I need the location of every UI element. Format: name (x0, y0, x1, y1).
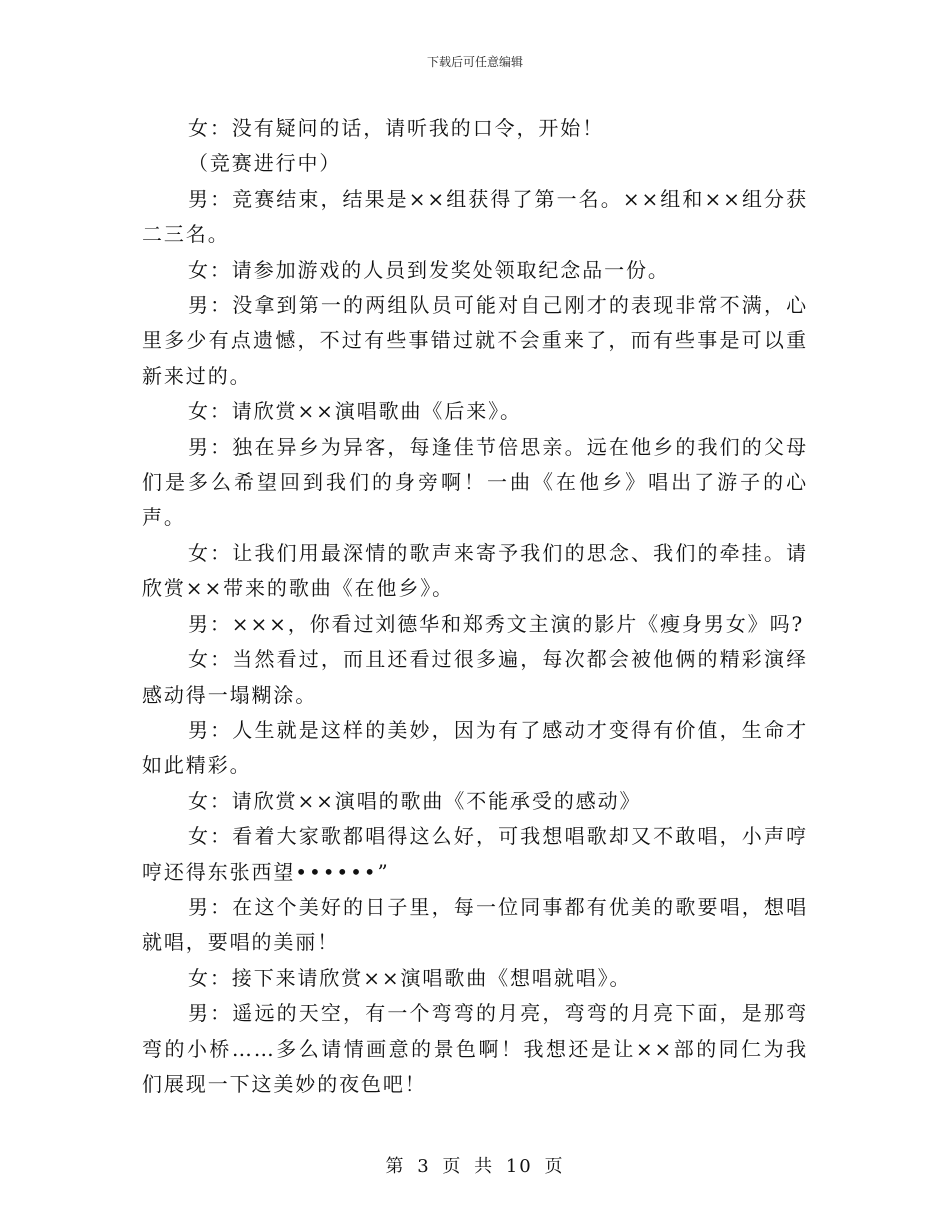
paragraph: 男：遥远的天空，有一个弯弯的月亮，弯弯的月亮下面，是那弯弯的小桥……多么请情画意的景色啊！我想还是让××部的同仁为我们展现一下这美妙的夜色吧！ (142, 1001, 808, 1096)
page-header: 下载后可任意编辑 (426, 55, 523, 69)
paragraph: 女：没有疑问的话，请听我的口令，开始！ (188, 116, 605, 140)
paragraph: 男：人生就是这样的美妙，因为有了感动才变得有价值，生命才如此精彩。 (142, 717, 808, 778)
paragraph: 女：看着大家歌都唱得这么好，可我想唱歌却又不敢唱，小声哼哼还得东张西望••••••” (142, 824, 808, 884)
paragraph: 男：在这个美好的日子里，每一位同事都有优美的歌要唱，想唱就唱，要唱的美丽！ (142, 894, 808, 955)
document-body (142, 111, 808, 1102)
paragraph: 男：×××，你看过刘德华和郑秀文主演的影片《瘦身男女》吗? (188, 611, 805, 636)
paragraph: 女：请欣赏××演唱歌曲《后来》。 (188, 399, 522, 424)
paragraph: （竞赛进行中） (188, 151, 342, 176)
paragraph: 女：接下来请欣赏××演唱歌曲《想唱就唱》。 (188, 965, 632, 990)
paragraph: 男：竞赛结束，结果是××组获得了第一名。××组和××组分获二三名。 (142, 186, 808, 247)
paragraph: 女：让我们用最深情的歌声来寄予我们的思念、我们的牵挂。请欣赏××带来的歌曲《在他乡》。 (142, 540, 808, 601)
paragraph: 女：请欣赏××演唱的歌曲《不能承受的感动》 (188, 788, 642, 813)
paragraph: 女：当然看过，而且还看过很多遍，每次都会被他俩的精彩演绎感动得一塌糊涂。 (142, 647, 808, 707)
paragraph: 男：独在异乡为异客，每逢佳节倍思亲。远在他乡的我们的父母们是多么希望回到我们的身旁啊！一曲《在他乡》唱出了游子的心声。 (142, 434, 808, 530)
page-number-footer: 第 3 页 共 10 页 (385, 1156, 565, 1177)
paragraph: 女：请参加游戏的人员到发奖处领取纪念品一份。 (188, 257, 670, 282)
paragraph: 男：没拿到第一的两组队员可能对自己刚才的表现非常不满，心里多少有点遗憾，不过有些事错过就不会重来了，而有些事是可以重新来过的。 (142, 293, 808, 388)
